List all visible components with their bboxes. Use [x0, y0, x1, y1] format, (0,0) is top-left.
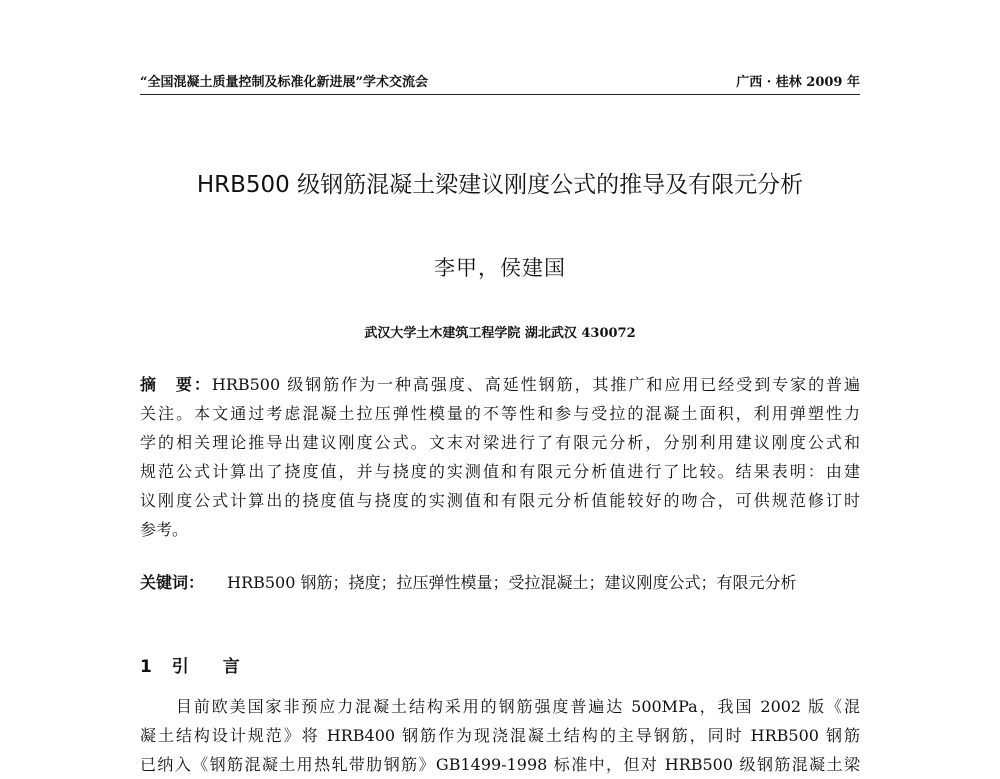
body-line: 目前欧美国家非预应力混凝土结构采用的钢筋强度普遍达 500MPa，我国 2002 版《混: [140, 697, 860, 716]
affiliation: 武汉大学土木建筑工程学院 湖北武汉 430072: [364, 326, 636, 341]
abstract-line: 关注。本文通过考虑混凝土拉压弹性模量的不等性和参与受拉的混凝土面积，利用弹塑性力: [140, 404, 860, 423]
abstract: [140, 370, 860, 544]
keywords-label: 关键词：: [140, 573, 205, 592]
abstract-line: 摘 要：HRB500 级钢筋作为一种高强度、高延性钢筋，其推广和应用已经受到专家的普遍: [140, 375, 860, 394]
abstract-line: 参考。: [140, 520, 189, 539]
paper-title: HRB500 级钢筋混凝土梁建议刚度公式的推导及有限元分析: [196, 172, 804, 198]
keywords-text: HRB500 钢筋；挠度；拉压弹性模量；受拉混凝土；建议刚度公式；有限元分析: [227, 573, 797, 592]
section-heading: [140, 652, 240, 677]
running-header-location-year: 广西 · 桂林 2009 年: [736, 75, 860, 90]
body-line: 已纳入《钢筋混凝土用热轧带肋钢筋》GB1499-1998 标准中，但对 HRB500 级钢筋混凝土梁: [140, 755, 860, 774]
abstract-line: 规范公式计算出了挠度值，并与挠度的实测值和有限元分析值进行了比较。结果表明：由建: [140, 462, 860, 481]
section-number: 1: [140, 657, 152, 677]
abstract-line: 学的相关理论推导出建议刚度公式。文末对梁进行了有限元分析，分别利用建议刚度公式和: [140, 433, 860, 452]
abstract-line: 议刚度公式计算出的挠度值与挠度的实测值和有限元分析值能较好的吻合，可供规范修订时: [140, 491, 860, 510]
section-body: [140, 692, 860, 779]
abstract-label: 摘 要：: [140, 375, 212, 394]
header-rule: [140, 94, 860, 95]
body-line: 凝土结构设计规范》将 HRB400 钢筋作为现浇混凝土结构的主导钢筋，同时 HRB500 钢筋: [140, 726, 860, 745]
authors: 李甲，侯建国: [434, 256, 566, 280]
keywords: [140, 570, 797, 593]
running-header-conference: “全国混凝土质量控制及标准化新进展”学术交流会: [140, 75, 428, 90]
section-title: 引 言: [171, 657, 240, 677]
